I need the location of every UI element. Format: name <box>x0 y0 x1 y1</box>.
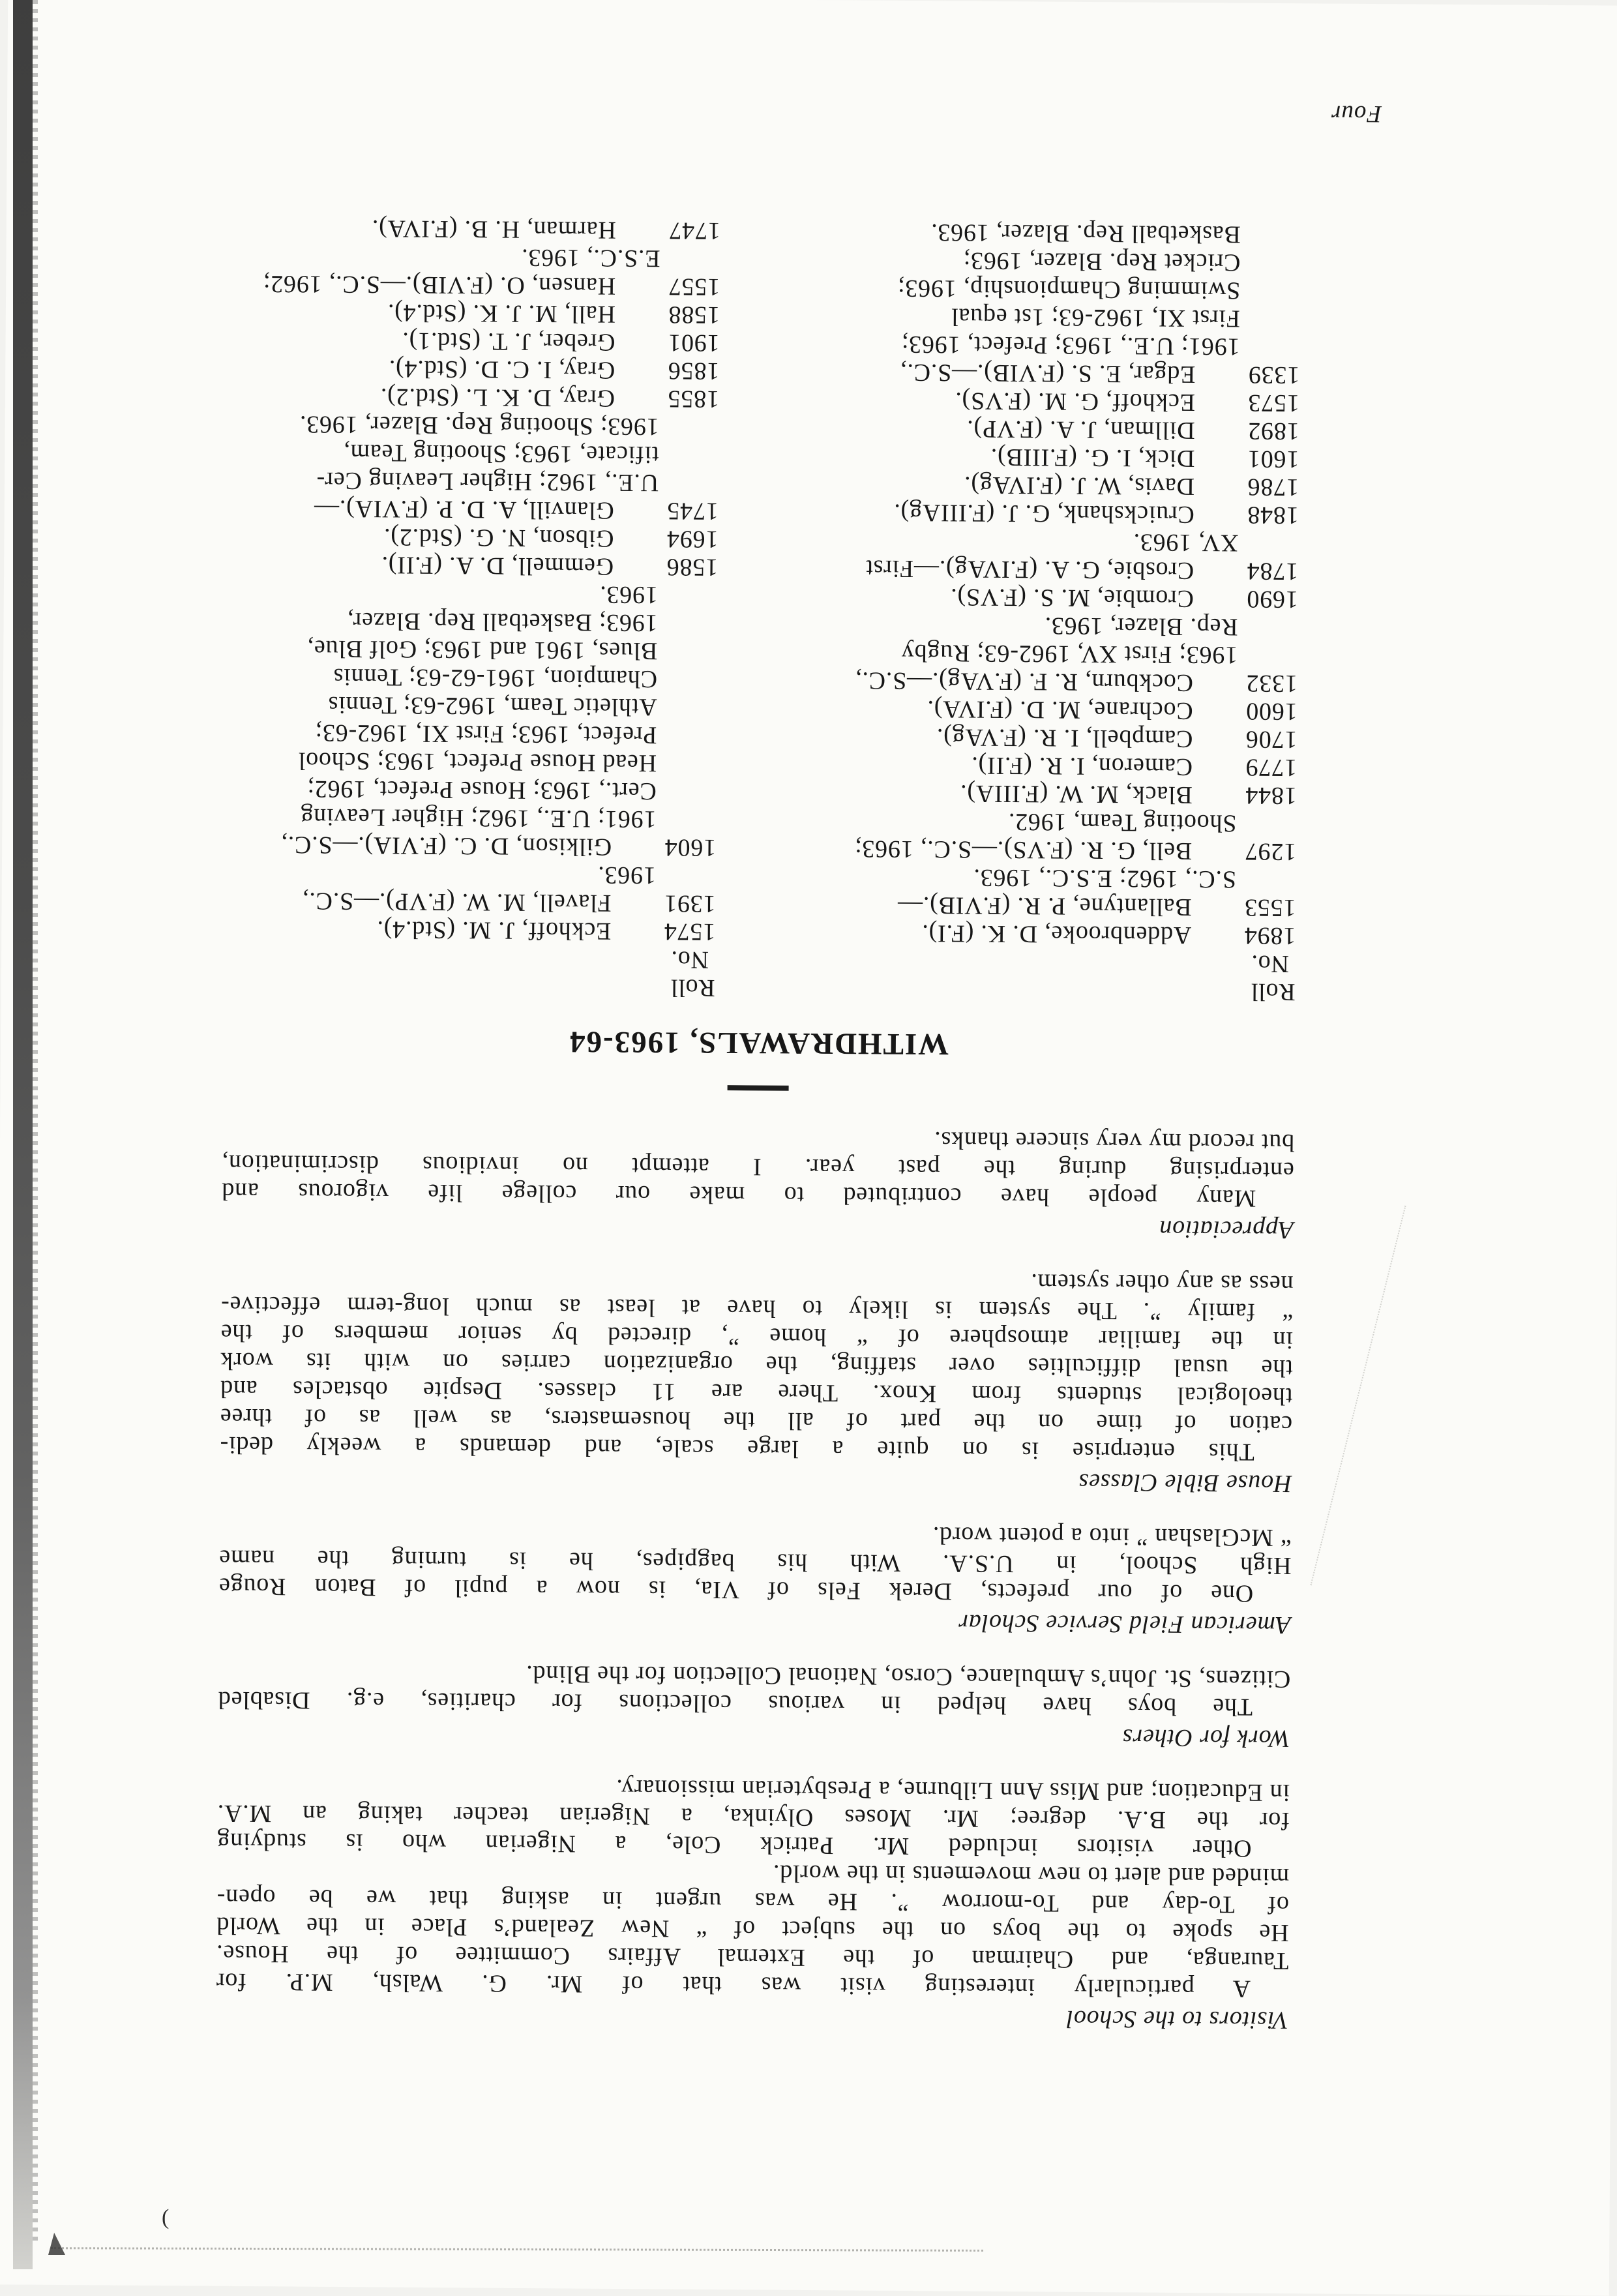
roll-number: 1339 <box>1247 361 1300 389</box>
entry-name-text: Black, M. W. (F.IIIA). <box>960 779 1193 809</box>
paragraph <box>218 1658 1291 1721</box>
paragraph-line: but record my very sincere thanks. <box>934 1126 1295 1157</box>
paragraph-line: One of our prefects, Derek Fels of VIa, is now a pupil of Baton Rouge <box>218 1572 1254 1607</box>
entry-continuation-line: 1961; U.E., 1962; Higher Leaving <box>300 803 657 833</box>
entry-continuation-line: Head House Prefect, 1963; School <box>297 747 657 777</box>
entry-continuation-line: Blues, 1961 and 1963; Golf Blue, <box>306 634 658 665</box>
paragraph <box>216 1771 1290 1862</box>
withdrawal-entry <box>226 550 718 581</box>
entry-continuation-line: XV, 1963. <box>1133 528 1239 557</box>
paragraph-line: “ family ”. The system is likely to have at least as much long-term effective- <box>220 1290 1294 1326</box>
withdrawal-entry <box>778 413 1299 445</box>
paragraph-line: He spoke to the boys on the subject of “ New Zealand’s Place in the World <box>216 1911 1289 1947</box>
entry-first-line <box>776 666 1298 698</box>
roll-number: 1694 <box>666 525 719 554</box>
section-heading: House Bible Classes <box>1078 1468 1292 1498</box>
entry-name-text: Dick, I. G. (F.IIIB). <box>990 443 1195 473</box>
entry-first-line <box>226 550 718 581</box>
paragraph-line: the usual difficulties over staffing, the organization carries on with its work <box>220 1347 1293 1382</box>
entry-name-text: Cockburn, R. F. (F.VAg).—S.C., <box>855 666 1194 697</box>
withdrawal-entry <box>775 722 1297 754</box>
section-divider-rule <box>728 1085 789 1091</box>
entry-name-text: Gilkison, D. C. (F.VIA).—S.C., <box>280 831 612 861</box>
entry-continuation-line: S.C., 1962; E.S.C., 1963. <box>973 863 1237 893</box>
entry-name-text: Cruickshank, G. J. (F.IIIAg). <box>893 498 1194 529</box>
entry-first-line <box>224 830 716 861</box>
paragraph-line: The boys have helped in various collections for charities, e.g. Disabled <box>217 1686 1253 1721</box>
paragraph <box>220 1262 1294 1466</box>
entry-first-line <box>777 498 1299 529</box>
paragraph <box>216 1855 1289 2003</box>
roll-number: 1784 <box>1246 557 1299 586</box>
entry-continuation-line: Cricket Rep. Blazer, 1963; <box>962 246 1241 276</box>
paragraph-line: of To-day and To-morrow ”. He was urgent in asking that we be open- <box>216 1883 1290 1919</box>
entry-name-text: Greber, J. T. (Std.1). <box>402 327 616 356</box>
page-number: Four <box>1330 100 1382 128</box>
entry-first-line <box>774 890 1296 922</box>
withdrawal-entry <box>226 522 718 553</box>
entry-continuation-line: Basketball Rep. Blazer, 1963. <box>930 218 1241 248</box>
entry-first-line <box>775 834 1296 866</box>
paragraph-line: Tauranga, and Chairman of the External Affairs Committee of the House. <box>216 1939 1289 1975</box>
entry-first-line <box>778 357 1299 389</box>
entry-first-line <box>778 385 1299 417</box>
entry-continuation-line: 1963; Basketball Rep. Blazer, <box>346 607 658 637</box>
entry-continuation-line: 1963. <box>599 580 659 609</box>
withdrawal-entry <box>774 918 1296 950</box>
paragraph-line: cation of time on the part of all the housemasters, as well as of three <box>219 1403 1293 1439</box>
entry-name-text: Edgar, E. S. (F.VIB).—S.C., <box>900 358 1196 389</box>
withdrawal-entry <box>224 578 718 861</box>
roll-column-header <box>774 946 1296 1006</box>
withdrawal-entry <box>774 862 1296 922</box>
withdrawal-entry <box>223 914 715 946</box>
entry-first-line <box>774 918 1296 950</box>
withdrawal-entry <box>228 297 720 329</box>
entry-continuation-line: U.E., 1962; Higher Leaving Cer- <box>316 466 659 497</box>
withdrawal-entry <box>775 778 1297 810</box>
entry-name-text: Cameron, I. R. (F.II). <box>971 751 1193 781</box>
paragraph-line: A particularly interesting visit was that of Mr. G. Walsh, M.P. for <box>215 1967 1251 2003</box>
paragraph-line: High School, in U.S.A. With his bagpipes, he is turning the name <box>218 1544 1292 1580</box>
entry-continuation-line: 1961; U.E., 1963; Prefect, 1963; <box>900 330 1240 361</box>
roll-number: 1391 <box>664 889 716 917</box>
entry-name-text: Ballantyne, P. R. (F.VIB).— <box>897 891 1192 921</box>
section-heading: American Field Service Scholar <box>958 1609 1292 1639</box>
roll-number: 1574 <box>663 917 716 946</box>
roll-number: 1573 <box>1247 389 1300 417</box>
entry-first-line <box>775 778 1297 810</box>
section-heading: Visitors to the School <box>1065 2005 1288 2035</box>
roll-header-line1: Roll <box>1250 977 1296 1006</box>
withdrawals-title: WITHDRAWALS, 1963-64 <box>568 1024 949 1062</box>
paragraph-line: enterprising during the past year. I attempt no invidious discrimination, <box>221 1149 1294 1185</box>
paragraph <box>221 1121 1294 1212</box>
withdrawal-entry <box>227 381 719 413</box>
entry-first-line <box>223 886 715 917</box>
entry-name-text: Addenbrooke, D. K. (F.I). <box>921 919 1192 949</box>
entry-first-line <box>777 470 1299 501</box>
withdrawal-entry <box>777 441 1299 473</box>
entry-name-text: Glanvill, A. D. P. (F.VIA).— <box>314 494 614 524</box>
entry-continuation-line: Prefect, 1963; First XI, 1962-63; <box>314 719 657 749</box>
entry-continuation-line: Swimming Championship, 1963; <box>897 274 1241 305</box>
withdrawals-columns <box>223 213 1301 1006</box>
roll-number: 1553 <box>1244 893 1296 922</box>
entry-first-line <box>777 441 1299 473</box>
entry-name-text: Gibson, N. G. (Std.2). <box>383 523 614 552</box>
scan-gutter-edge <box>33 0 38 2243</box>
entry-first-line <box>775 722 1297 754</box>
page-content <box>216 213 1301 2034</box>
entry-name-text: Davis, W. J. (F.IVAg). <box>964 471 1195 501</box>
roll-number: 1894 <box>1243 921 1296 950</box>
withdrawal-entry <box>227 325 719 357</box>
withdrawal-entry <box>775 806 1297 866</box>
entry-name-text: Hall, M. J. K. (Std.4). <box>387 299 616 328</box>
entry-first-line <box>778 413 1299 445</box>
paragraph-line: Citizens, St. John’s Ambulance, Corso, National Collection for the Blind. <box>526 1660 1291 1693</box>
entry-continuation-line: 1963; Shooting Rep. Blazer, 1963. <box>299 410 659 441</box>
roll-number: 1844 <box>1245 781 1297 810</box>
withdrawal-entry <box>778 385 1299 417</box>
entry-continuation-line: 1963; First XV, 1962-63; Rugby <box>900 638 1238 669</box>
roll-number: 1901 <box>668 329 720 357</box>
entry-name-text: Eckhoff, J. M. (Std.4). <box>376 916 612 945</box>
entry-continuation-line: Champion, 1961-62-63; Tennis <box>333 663 658 693</box>
withdrawal-entry <box>228 241 720 301</box>
withdrawal-entry <box>228 213 720 245</box>
entry-name-text: Eckhoff, G. M. (F.VS). <box>955 387 1196 417</box>
entry-name-text: Crosbie, G. A. (F.IVAg).—First <box>865 554 1194 585</box>
entry-continuation-line: Cert., 1963; House Prefect, 1962; <box>306 775 657 805</box>
entry-first-line <box>777 554 1298 586</box>
withdrawal-entry <box>777 582 1298 614</box>
roll-column-header <box>223 942 716 1002</box>
entry-name-text: Dillman, J. A. (F.VP). <box>966 415 1195 445</box>
entry-first-line <box>226 494 719 525</box>
roll-number: 1604 <box>664 833 717 861</box>
roll-number: 1586 <box>666 553 719 582</box>
withdrawal-entry <box>778 217 1301 389</box>
entry-name-text: Crombie, M. S. (F.VS). <box>950 583 1194 613</box>
section-heading: Appreciation <box>1159 1215 1294 1244</box>
withdrawals-left-column <box>774 217 1301 1006</box>
roll-header-line2: No. <box>670 946 709 974</box>
roll-number: 1297 <box>1244 837 1297 866</box>
entry-name-text: Flavell, M. W. (F.VP).—S.C., <box>302 887 612 917</box>
roll-number: 1600 <box>1245 697 1298 726</box>
withdrawal-entry <box>223 858 716 917</box>
entry-continuation-line: E.S.C., 1963. <box>521 243 660 273</box>
withdrawal-entry <box>775 750 1297 782</box>
entry-name-text: Gemmell, D. A. (F.II). <box>381 551 614 580</box>
paragraph-line: ness as any other system. <box>1030 1268 1294 1298</box>
withdrawal-entry <box>776 694 1298 726</box>
entry-name-text: Cochrane, M. D. (F.IVA). <box>927 695 1193 725</box>
withdrawal-entry <box>776 610 1298 698</box>
roll-number: 1706 <box>1245 725 1298 754</box>
paragraph-line: for the B.A. degree; Mr. Moses Olyinka, a Nigerian teacher taking an M.A. <box>216 1799 1290 1835</box>
withdrawals-right-column <box>223 213 720 1002</box>
roll-header-line2: No. <box>1251 949 1290 978</box>
entry-first-line <box>223 914 715 946</box>
roll-header-line1: Roll <box>670 974 715 1002</box>
entry-first-line <box>775 750 1297 782</box>
withdrawal-entry <box>227 353 719 385</box>
roll-number: 1601 <box>1247 445 1299 473</box>
entry-continuation-line: tificate, 1963; Shooting Team, <box>343 438 659 469</box>
entry-continuation-line: Shooting Team, 1962. <box>1007 808 1237 837</box>
entry-first-line <box>227 353 719 385</box>
entry-first-line <box>228 297 720 329</box>
paragraph-line: “ McGlashan ” into a potent word. <box>932 1521 1292 1552</box>
withdrawal-entry <box>777 470 1299 501</box>
roll-number: 1557 <box>668 273 720 301</box>
entry-name-text: Campbell, I. R. (F.VAg). <box>936 723 1193 753</box>
entry-first-line <box>228 269 720 301</box>
entry-first-line <box>227 325 719 357</box>
roll-number: 1779 <box>1245 753 1298 782</box>
roll-number: 1892 <box>1247 417 1299 445</box>
withdrawal-entry <box>777 498 1299 529</box>
withdrawal-entry <box>226 410 719 525</box>
entry-first-line <box>776 694 1298 726</box>
roll-number: 1745 <box>666 497 719 526</box>
roll-number: 1856 <box>667 357 720 385</box>
entry-continuation-line: Rep. Blazer, 1963. <box>1044 612 1238 641</box>
paragraph-line: Other visitors included Mr. Patrick Cole, a Nigerian who is studying <box>216 1827 1252 1862</box>
scan-gutter-shadow <box>13 0 33 2269</box>
entry-name-text: Gray, D. K. L. (Std.2). <box>379 383 616 412</box>
entry-first-line <box>227 381 719 413</box>
roll-number: 1588 <box>668 301 720 329</box>
entry-continuation-line: 1963. <box>597 861 657 889</box>
section-heading: Work for Others <box>1121 1723 1290 1753</box>
entry-first-line <box>777 582 1298 614</box>
entry-continuation-line: First XI, 1962-63; 1st equal <box>951 303 1241 333</box>
entry-continuation-line: Athletic Team, 1962-63; Tennis <box>327 691 657 721</box>
paragraph-line: in the familiar atmosphere of “ home ”, directed by senior members of the <box>220 1319 1294 1354</box>
scan-stray-mark: ( <box>162 2205 170 2229</box>
roll-number: 1332 <box>1245 669 1298 698</box>
text-sections <box>216 1121 1295 2034</box>
paragraph-line: in Education; and Miss Ann Lilburne, a Presbyterian missionary. <box>616 1774 1290 1807</box>
roll-number: 1747 <box>668 216 720 245</box>
entry-name-text: Harman, H. B. (F.IVA). <box>371 215 616 244</box>
roll-number: 1855 <box>667 385 720 413</box>
entry-name-text: Gray, I. C. D. (Std.4). <box>388 355 616 384</box>
paragraph-line: theological students from Knox. There are 11 classes. Despite obstacles and <box>220 1375 1293 1410</box>
entry-first-line <box>226 522 718 553</box>
paragraph-line: minded and alert to new movements in the world. <box>772 1859 1290 1891</box>
entry-name-text: Hansen, O. (F.VIB).—S.C., 1962; <box>262 270 616 300</box>
entry-name-text: Bell, G. R. (F.VS).—S.C., 1963; <box>854 835 1193 865</box>
paragraph-line: This enterprise is on quite a large scale, and demands a weekly dedi- <box>219 1431 1254 1466</box>
entry-first-line <box>228 213 720 245</box>
withdrawal-entry <box>777 526 1299 586</box>
roll-number: 1848 <box>1247 501 1299 529</box>
paragraph <box>218 1516 1292 1607</box>
roll-number: 1786 <box>1247 473 1299 501</box>
roll-number: 1690 <box>1246 585 1299 614</box>
paragraph-line: Many people have contributed to make our college life vigorous and <box>221 1177 1256 1212</box>
